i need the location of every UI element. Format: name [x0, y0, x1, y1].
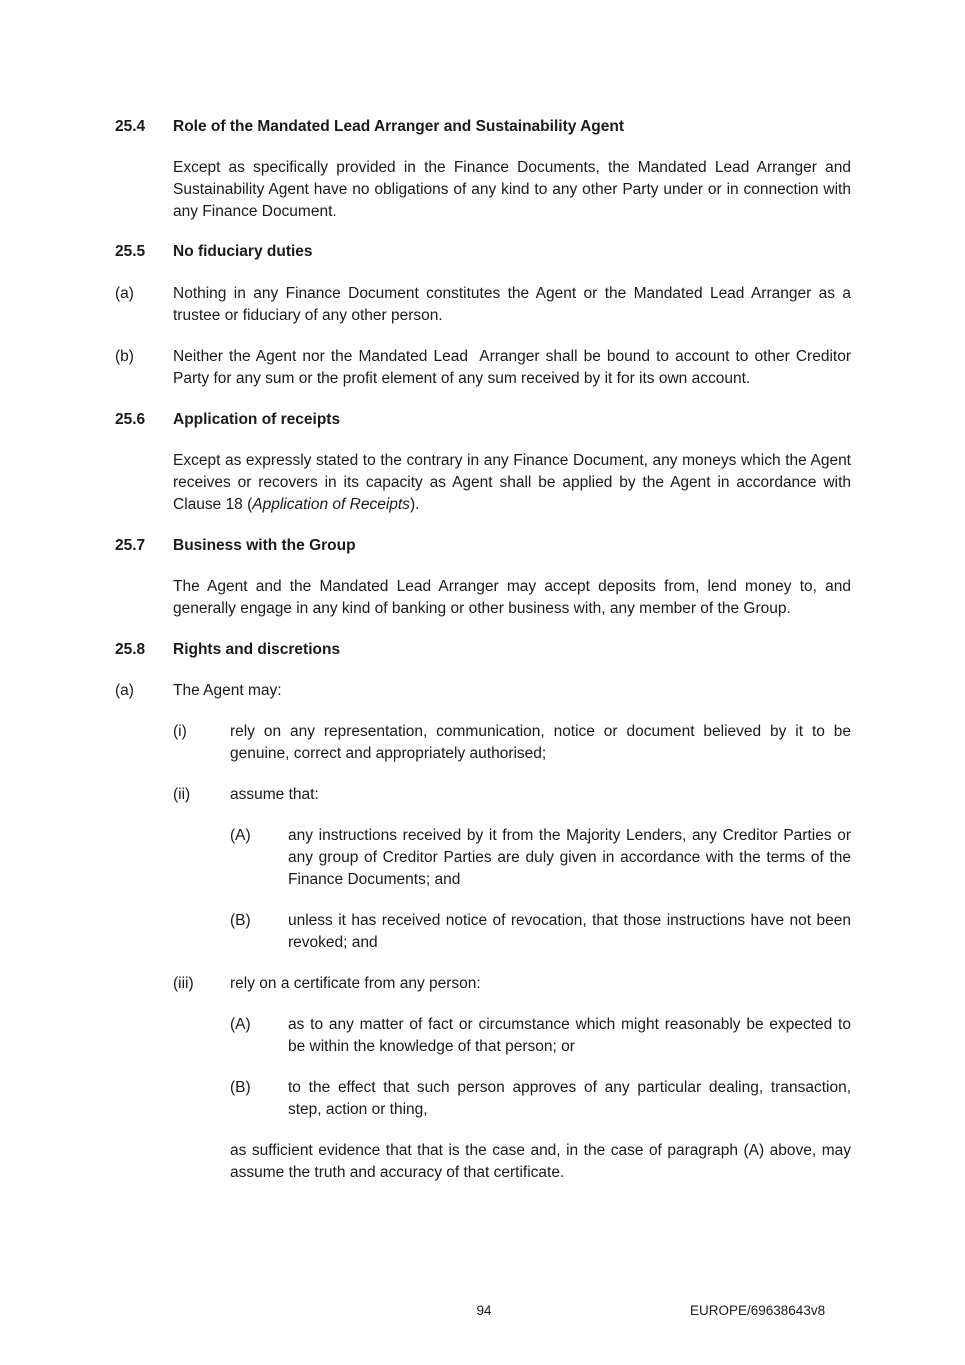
item-text: as to any matter of fact or circumstance which might reasonably be expected to be within the knowledge of that person; or [288, 1016, 851, 1055]
section-number-25-7: 25.7 [115, 537, 146, 554]
section-heading-25-7: Business with the Group [173, 537, 356, 554]
item-text: any instructions received by it from the Majority Lenders, any Creditor Parties or any group of Creditor Parties are duly given in accordance with the terms of the Finance Documents; and [288, 827, 851, 888]
section-heading-25-4: Role of the Mandated Lead Arranger and Sustainability Agent [173, 118, 624, 135]
subparagraph-text: rely on any representation, communication, notice or document believed by it to be genuine, correct and appropriately authorised; [230, 723, 851, 762]
section-body-25-7: The Agent and the Mandated Lead Arranger may accept deposits from, lend money to, and generally engage in any kind of banking or other business with, any member of the Group. [173, 578, 851, 617]
item-label: (B) [230, 912, 251, 929]
paragraph-text: Neither the Agent nor the Mandated Lead Arranger shall be bound to account to other Creditor Party for any sum or the profit element of any sum received by it for its own account. [173, 348, 856, 387]
paragraph-text: The Agent may: [173, 682, 282, 699]
item-text: to the effect that such person approves of any particular dealing, transaction, step, action or thing, [288, 1079, 851, 1118]
item-label: (A) [230, 1016, 251, 1033]
item-label: (B) [230, 1079, 251, 1096]
paragraph-text: Nothing in any Finance Document constitutes the Agent or the Mandated Lead Arranger as a trustee or fiduciary of any other person. [173, 285, 851, 324]
section-number-25-4: 25.4 [115, 118, 146, 135]
subparagraph-label: (ii) [173, 786, 191, 803]
section-body-25-4: Except as specifically provided in the Finance Documents, the Mandated Lead Arranger and Sustainability Agent have no obligations of any kind to any other Party under or in connection with any Finance Document. [173, 159, 851, 220]
section-body-25-6: Except as expressly stated to the contrary in any Finance Document, any moneys which the Agent receives or recovers in its capacity as Agent shall be applied by the Agent in accordance with Clause 18 (Application of Receipts). [173, 452, 851, 513]
closing-text: as sufficient evidence that that is the case and, in the case of paragraph (A) above, may assume the truth and accuracy of that certificate. [230, 1142, 851, 1181]
section-number-25-5: 25.5 [115, 243, 146, 260]
subparagraph-label: (iii) [173, 975, 194, 992]
section-heading-25-8: Rights and discretions [173, 641, 341, 658]
subparagraph-label: (i) [173, 723, 187, 740]
item-label: (A) [230, 827, 251, 844]
document-reference: EUROPE/69638643v8 [690, 1303, 826, 1318]
page-number: 94 [476, 1303, 492, 1318]
section-number-25-6: 25.6 [115, 411, 146, 428]
subparagraph-text: assume that: [230, 786, 319, 803]
section-heading-25-5: No fiduciary duties [173, 243, 313, 260]
paragraph-label: (b) [115, 348, 134, 365]
section-heading-25-6: Application of receipts [173, 411, 341, 428]
section-number-25-8: 25.8 [115, 641, 146, 658]
subparagraph-text: rely on a certificate from any person: [230, 975, 481, 992]
clause-reference: Application of Receipts [252, 496, 410, 513]
paragraph-label: (a) [115, 682, 134, 699]
item-text: unless it has received notice of revocation, that those instructions have not been revoked; and [288, 912, 851, 951]
paragraph-label: (a) [115, 285, 134, 302]
